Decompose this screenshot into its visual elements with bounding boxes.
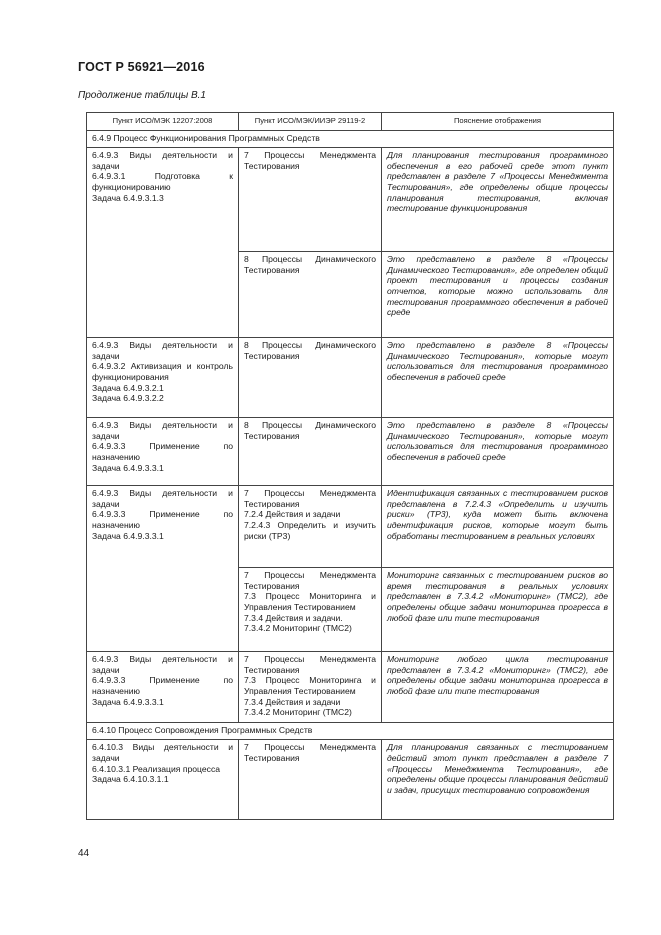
clause-line: 7.3.4.2 Мониторинг (ТМС2) [244,623,352,634]
explanation-cell: Идентификация связанных с тестированием рисков представлена в 7.2.4.3 «Определить и изучить риски» (ТР3), куда может быть включена идентификация рисков, которые могут быть обработаны тестированием в реальных условиях [382,486,614,568]
table-row [87,740,614,820]
clause-line: 6.4.9.3.1 Подготовка к функционированию [92,171,233,192]
clause-line: Задача 6.4.9.3.3.1 [92,462,164,473]
clause-line: 6.4.10.3.1 Реализация процесса [92,763,221,774]
clause-line: 6.4.9.3 Виды деятельности и задачи [92,654,233,675]
iso29119-cell [239,252,382,338]
iso29119-cell [239,568,382,652]
iso29119-cell [239,338,382,418]
explanation-cell: Это представлено в разделе 8 «Процессы Динамического Тестирования», где определен общий проект тестирования и процессы создания отчетов, которые можно использовать для тестирования программного обеспечения в рабочей среде [382,252,614,338]
iso12207-cell [87,652,239,723]
table-header-row [87,113,614,131]
explanation-cell: Для планирования связанных с тестированием действий этот пункт представлен в разделе 7 «Процессы Менеджмента Тестирования», где определены общие процессы планирования действий и задач, присущих тестированию сопровождения [382,740,614,820]
clause-line: 6.4.9.3.3 Применение по назначению [92,675,233,696]
column-header: Пункт ИСО/МЭК/ИИЭР 29119-2 [239,113,382,131]
table-row [87,148,614,252]
column-header: Пояснение отображения [382,113,614,131]
clause-line: 7.3.4 Действия и задачи [244,696,341,707]
standard-code: ГОСТ Р 56921—2016 [78,60,205,74]
clause-line: 6.4.9.3.3 Применение по назначению [92,509,233,530]
column-header: Пункт ИСО/МЭК 12207:2008 [87,113,239,131]
clause-line: 7 Процессы Менеджмента Тестирования [244,488,376,509]
mapping-table [86,112,614,820]
clause-line: 7.3.4 Действия и задачи. [244,612,343,623]
section-row [87,130,614,148]
clause-line: Задача 6.4.9.3.3.1 [92,530,164,541]
clause-line: 6.4.10.3 Виды деятельности и задачи [92,742,233,763]
iso29119-cell [239,486,382,568]
iso29119-cell [239,418,382,486]
section-title: 6.4.10 Процесс Сопровождения Программных Средств [87,722,614,740]
explanation-cell: Это представлено в разделе 8 «Процессы Динамического Тестирования», которые могут использоваться для тестирования программного обеспечения в рабочей среде [382,418,614,486]
table-caption: Продолжение таблицы В.1 [78,90,206,101]
clause-line: Задача 6.4.9.3.1.3 [92,192,164,203]
table-row [87,418,614,486]
explanation-cell: Мониторинг любого цикла тестирования представлен в 7.3.4.2 «Мониторинг» (ТМС2), где определены общие задачи мониторинга прогресса в любой фазе или типе тестирования [382,652,614,723]
iso12207-cell [87,486,239,652]
explanation-cell: Мониторинг связанных с тестированием рисков во время тестирования в реальных условиях представлен в 7.3.4.2 «Мониторинг» (ТМС2), где определены общие задачи мониторинга прогресса в любой фазе или типе тестирования [382,568,614,652]
clause-line: Задача 6.4.9.3.3.1 [92,696,164,707]
iso29119-cell [239,148,382,252]
iso12207-cell [87,148,239,338]
clause-line: Задача 6.4.9.3.2.2 [92,393,164,404]
clause-line: 6.4.9.3.3 Применение по назначению [92,441,233,462]
iso12207-cell [87,418,239,486]
clause-line: 6.4.9.3 Виды деятельности и задачи [92,488,233,509]
clause-line: 6.4.9.3 Виды деятельности и задачи [92,340,233,361]
table-row [87,486,614,568]
clause-line: 7 Процессы Менеджмента Тестирования [244,742,376,763]
table-row [87,338,614,418]
clause-line: 7.3.4.2 Мониторинг (ТМС2) [244,707,352,718]
table-row [87,652,614,723]
clause-line: 8 Процессы Динамического Тестирования [244,420,376,441]
clause-line: 6.4.9.3.2 Активизация и контроль функционирования [92,361,233,382]
clause-line: 7.3 Процесс Мониторинга и Управления Тестированием [244,675,376,696]
explanation-cell: Для планирования тестирования программного обеспечения в его рабочей среде этот пункт представлен в разделе 7 «Процессы Менеджмента Тестирования», где определены общие процессы планирования тестирования, включая тестирование функционирования [382,148,614,252]
clause-line: Задача 6.4.9.3.2.1 [92,382,164,393]
page-number: 44 [78,848,90,859]
iso29119-cell [239,740,382,820]
iso12207-cell [87,338,239,418]
clause-line: 7.2.4.3 Определить и изучить риски (ТР3) [244,519,376,541]
clause-line: 8 Процессы Динамического Тестирования [244,340,376,361]
clause-line: 7 Процессы Менеджмента Тестирования [244,570,376,591]
iso12207-cell [87,740,239,820]
explanation-cell: Это представлено в разделе 8 «Процессы Динамического Тестирования», которые могут использоваться для тестирования программного обеспечения в рабочей среде [382,338,614,418]
clause-line: 6.4.9.3 Виды деятельности и задачи [92,150,233,171]
clause-line: 7 Процессы Менеджмента Тестирования [244,150,376,171]
clause-line: 7 Процессы Менеджмента Тестирования [244,654,376,675]
clause-line: Задача 6.4.10.3.1.1 [92,774,169,785]
clause-line: 8 Процессы Динамического Тестирования [244,254,376,275]
section-title: 6.4.9 Процесс Функционирования Программных Средств [87,130,614,148]
clause-line: 6.4.9.3 Виды деятельности и задачи [92,420,233,441]
clause-line: 7.3 Процесс Мониторинга и Управления Тестированием [244,591,376,612]
iso29119-cell [239,652,382,723]
clause-line: 7.2.4 Действия и задачи [244,509,341,520]
section-row [87,722,614,740]
